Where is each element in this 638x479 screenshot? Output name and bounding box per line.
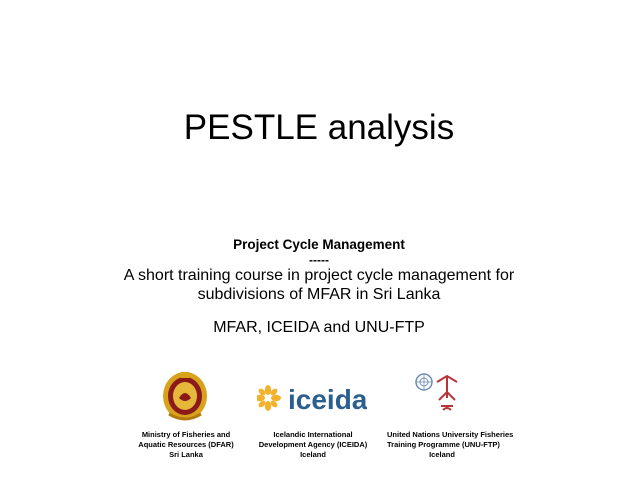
- slide-subtitle: Project Cycle Management: [233, 237, 405, 252]
- org-ministry-of-fisheries: [135, 430, 237, 460]
- org-unu-ftp: [387, 430, 514, 460]
- iceida-star-icon: [257, 385, 281, 411]
- course-description: [0, 266, 638, 304]
- org-line: Aquatic Resources (DFAR): [138, 440, 234, 449]
- iceida-logo: [257, 384, 367, 418]
- org-iceida: [258, 430, 368, 460]
- org-line: United Nations University Fisheries: [387, 430, 514, 439]
- org-line: Training Programme (UNU-FTP): [387, 440, 500, 449]
- org-line: Development Agency (ICEIDA): [258, 440, 368, 449]
- description-line-2: subdivisions of MFAR in Sri Lanka: [197, 286, 441, 303]
- org-line: Ministry of Fisheries and: [141, 430, 231, 439]
- ftp-emblem-icon: [437, 376, 457, 410]
- partners-line: MFAR, ICEIDA and UNU-FTP: [213, 319, 425, 336]
- separator: -----: [309, 253, 329, 267]
- unu-ftp-logo: [413, 372, 463, 416]
- sri-lanka-emblem-logo: [161, 368, 209, 422]
- slide-title: PESTLE analysis: [183, 108, 455, 147]
- org-line: Iceland: [429, 450, 455, 459]
- org-line: Icelandic International: [273, 430, 353, 439]
- description-line-1: A short training course in project cycle management for: [123, 267, 515, 284]
- org-line: Sri Lanka: [169, 450, 203, 459]
- un-emblem-icon: [416, 374, 432, 390]
- org-line: Iceland: [300, 450, 326, 459]
- iceida-wordmark: iceida: [288, 384, 367, 415]
